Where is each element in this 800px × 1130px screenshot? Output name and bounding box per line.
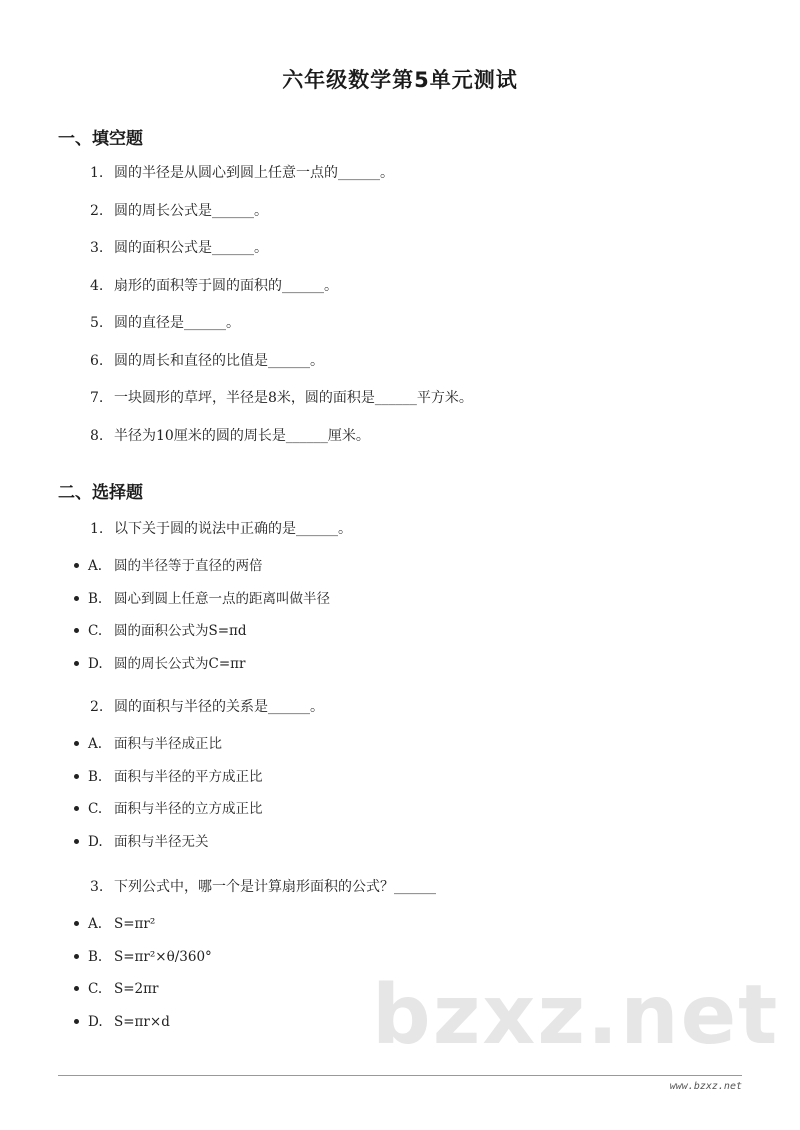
item-number: 3. bbox=[90, 240, 104, 256]
option-text: 圆的面积公式为S=πd bbox=[114, 623, 247, 639]
item-number: 5. bbox=[90, 315, 104, 331]
option-a bbox=[74, 911, 436, 944]
section-heading-fill-in: 一、填空题 bbox=[58, 129, 143, 149]
item-number: 6. bbox=[90, 352, 104, 369]
option-text: S=πr×d bbox=[114, 1013, 170, 1030]
option-d bbox=[74, 651, 352, 684]
option-text: S=2πr bbox=[114, 981, 159, 997]
mc-question-3 bbox=[90, 874, 436, 1041]
item-text: 一块圆形的草坪，半径是8米，圆的面积是______平方米。 bbox=[114, 390, 473, 406]
option-text: 面积与半径成正比 bbox=[114, 736, 222, 752]
item-number: 4. bbox=[90, 277, 104, 294]
item-text: 扇形的面积等于圆的面积的______。 bbox=[114, 277, 338, 294]
option-letter: D. bbox=[88, 655, 103, 672]
option-letter: D. bbox=[88, 833, 103, 850]
item-text: 半径为10厘米的圆的周长是______厘米。 bbox=[114, 427, 370, 444]
list-item bbox=[90, 273, 473, 311]
watermark: bzxz.net bbox=[372, 968, 780, 1063]
option-d bbox=[74, 829, 324, 862]
option-c bbox=[74, 618, 352, 651]
option-letter: B. bbox=[88, 948, 103, 965]
option-d bbox=[74, 1009, 436, 1042]
footer-divider bbox=[58, 1075, 742, 1076]
mc-question-1 bbox=[90, 516, 352, 683]
item-text: 圆的面积公式是______。 bbox=[114, 240, 268, 256]
list-item bbox=[90, 235, 473, 273]
option-b bbox=[74, 944, 436, 977]
option-list bbox=[74, 731, 324, 861]
item-number: 2. bbox=[90, 699, 104, 715]
option-text: 面积与半径的立方成正比 bbox=[114, 801, 263, 817]
fill-in-list bbox=[90, 160, 473, 460]
item-number: 7. bbox=[90, 390, 104, 406]
option-b bbox=[74, 764, 324, 797]
list-item bbox=[90, 160, 473, 198]
option-letter: A. bbox=[88, 558, 103, 574]
page-title: 六年级数学第5单元测试 bbox=[282, 68, 518, 92]
item-text: 圆的周长公式是______。 bbox=[114, 202, 268, 219]
option-letter: C. bbox=[88, 623, 103, 639]
question-text: 以下关于圆的说法中正确的是______。 bbox=[114, 521, 352, 537]
section-heading-multiple-choice: 二、选择题 bbox=[58, 483, 143, 503]
option-list bbox=[74, 553, 352, 683]
item-text: 圆的直径是______。 bbox=[114, 315, 240, 331]
option-text: S=πr² bbox=[114, 916, 156, 932]
question-stem bbox=[90, 694, 324, 731]
option-letter: A. bbox=[88, 916, 103, 932]
option-text: 面积与半径无关 bbox=[114, 833, 209, 850]
option-a bbox=[74, 553, 352, 586]
option-text: 圆心到圆上任意一点的距离叫做半径 bbox=[114, 590, 330, 607]
question-stem bbox=[90, 516, 352, 553]
item-number: 8. bbox=[90, 427, 104, 444]
item-text: 圆的半径是从圆心到圆上任意一点的______。 bbox=[114, 165, 394, 181]
option-list bbox=[74, 911, 436, 1041]
item-number: 2. bbox=[90, 202, 104, 219]
option-b bbox=[74, 586, 352, 619]
list-item bbox=[90, 310, 473, 348]
item-number: 3. bbox=[90, 879, 104, 895]
option-letter: B. bbox=[88, 768, 103, 785]
mc-question-2 bbox=[90, 694, 324, 861]
list-item bbox=[90, 423, 473, 461]
option-letter: B. bbox=[88, 590, 103, 607]
question-text: 下列公式中，哪一个是计算扇形面积的公式？______ bbox=[114, 879, 436, 895]
option-letter: A. bbox=[88, 736, 103, 752]
question-text: 圆的面积与半径的关系是______。 bbox=[114, 699, 324, 715]
question-stem bbox=[90, 874, 436, 911]
option-text: 圆的半径等于直径的两倍 bbox=[114, 558, 263, 574]
option-c bbox=[74, 976, 436, 1009]
option-a bbox=[74, 731, 324, 764]
option-letter: C. bbox=[88, 801, 103, 817]
option-text: S=πr²×θ/360° bbox=[114, 948, 212, 965]
option-c bbox=[74, 796, 324, 829]
item-text: 圆的周长和直径的比值是______。 bbox=[114, 352, 324, 369]
list-item bbox=[90, 385, 473, 423]
footer-url: www.bzxz.net bbox=[669, 1081, 742, 1092]
item-number: 1. bbox=[90, 165, 104, 181]
option-text: 面积与半径的平方成正比 bbox=[114, 768, 263, 785]
list-item bbox=[90, 198, 473, 236]
option-text: 圆的周长公式为C=πr bbox=[114, 655, 246, 672]
option-letter: C. bbox=[88, 981, 103, 997]
list-item bbox=[90, 348, 473, 386]
item-number: 1. bbox=[90, 521, 104, 537]
option-letter: D. bbox=[88, 1013, 103, 1030]
